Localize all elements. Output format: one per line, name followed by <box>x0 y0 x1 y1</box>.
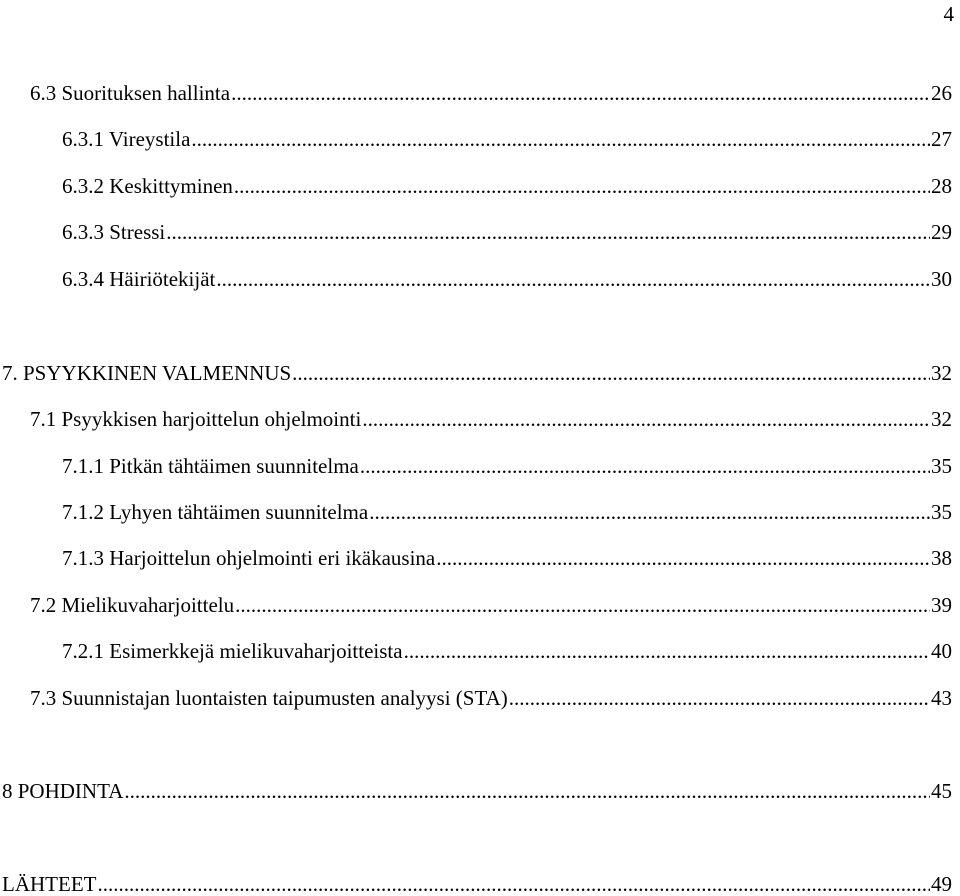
toc-entry-page: 35 <box>931 454 952 478</box>
toc-entry-title: 8 POHDINTA <box>2 779 124 803</box>
toc-dot-leader <box>369 502 930 523</box>
toc-entry-page: 30 <box>931 267 952 291</box>
toc-entry-page: 32 <box>931 361 952 385</box>
page-number: 4 <box>943 2 954 26</box>
toc-dot-leader <box>362 409 930 430</box>
toc-entry-title: 7.1 Psyykkisen harjoittelun ohjelmointi <box>30 407 362 431</box>
toc-dot-leader <box>436 548 930 569</box>
toc-entry-page: 45 <box>931 779 952 803</box>
toc-entry-page: 28 <box>931 174 952 198</box>
toc-entry-page: 39 <box>931 593 952 617</box>
toc-entry <box>62 502 952 523</box>
toc-entry-title: LÄHTEET <box>2 872 97 896</box>
toc-entry <box>62 129 952 150</box>
toc-entry-title: 7.3 Suunnistajan luontaisten taipumusten analyysi (STA) <box>30 686 508 710</box>
toc-entry <box>62 641 952 662</box>
toc-entry <box>62 456 952 477</box>
toc-dot-leader <box>509 688 930 709</box>
toc-dot-leader <box>124 781 930 802</box>
toc-entry-page: 32 <box>931 407 952 431</box>
toc-entry <box>2 363 952 384</box>
toc-entry-title: 7.1.3 Harjoittelun ohjelmointi eri ikäkausina <box>62 546 436 570</box>
toc-dot-leader <box>292 363 930 384</box>
toc-dot-leader <box>235 595 930 616</box>
toc-entry <box>62 269 952 290</box>
toc-entry-title: 6.3 Suorituksen hallinta <box>30 81 231 105</box>
toc-entry-page: 40 <box>931 639 952 663</box>
toc-entry-title: 7.2 Mielikuvaharjoittelu <box>30 593 235 617</box>
toc-entry <box>30 83 952 104</box>
toc-entry-page: 27 <box>931 127 952 151</box>
toc-entry <box>30 688 952 709</box>
toc-entry <box>62 222 952 243</box>
toc-dot-leader <box>360 456 930 477</box>
toc-entry-page: 29 <box>931 220 952 244</box>
toc-entry <box>62 176 952 197</box>
toc-entry-page: 43 <box>931 686 952 710</box>
toc-entry-page: 49 <box>931 872 952 896</box>
toc-entry-title: 6.3.1 Vireystila <box>62 127 191 151</box>
toc-entry <box>2 874 952 895</box>
toc-dot-leader <box>404 641 930 662</box>
toc-dot-leader <box>231 83 930 104</box>
toc-entry <box>30 409 952 430</box>
toc-entry-page: 26 <box>931 81 952 105</box>
toc-entry-title: 6.3.3 Stressi <box>62 220 166 244</box>
toc-entry <box>30 595 952 616</box>
toc-dot-leader <box>216 269 930 290</box>
toc-dot-leader <box>97 874 930 895</box>
toc-entry-title: 7.2.1 Esimerkkejä mielikuvaharjoitteista <box>62 639 403 663</box>
toc-entry-page: 38 <box>931 546 952 570</box>
toc-dot-leader <box>166 222 930 243</box>
toc-dot-leader <box>234 176 930 197</box>
toc-entry-title: 7. PSYYKKINEN VALMENNUS <box>2 361 292 385</box>
toc-entry-title: 7.1.2 Lyhyen tähtäimen suunnitelma <box>62 500 369 524</box>
toc-entry-page: 35 <box>931 500 952 524</box>
toc-entry-title: 7.1.1 Pitkän tähtäimen suunnitelma <box>62 454 359 478</box>
toc-entry-title: 6.3.2 Keskittyminen <box>62 174 233 198</box>
toc-entry <box>2 781 952 802</box>
toc-entry-title: 6.3.4 Häiriötekijät <box>62 267 216 291</box>
toc-entry <box>62 548 952 569</box>
toc-dot-leader <box>191 129 930 150</box>
